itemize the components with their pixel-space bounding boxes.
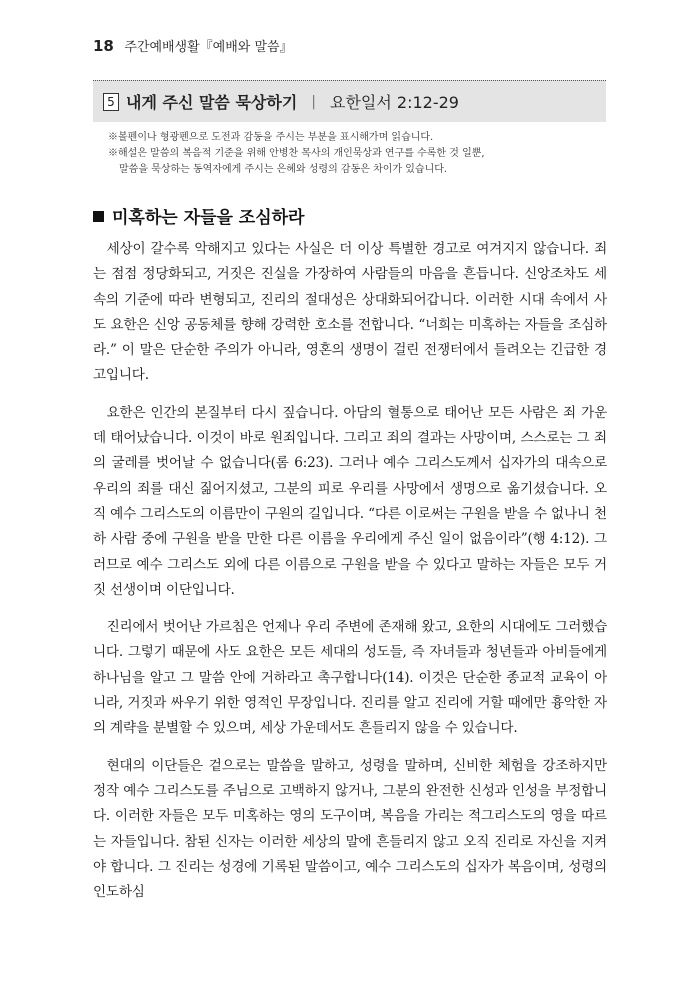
paragraph: 진리에서 벗어난 가르침은 언제나 우리 주변에 존재해 왔고, 요한의 시대에도 그러했습니다. 그렇기 때문에 사도 요한은 모든 세대의 성도들, 즉 자녀들과 청년들과 아비들에게 하나님을 알고 그 말씀 안에 거하라고 촉구합니다(14). 이것은 단순한 종교적 교육이 아니라, 거짓과 싸우기 위한 영적인 무장입니다. 진리를 알고 진리에 거할 때에만 흉악한 자의 계략을 분별할 수 있으며, 세상 가운데서도 흔들리지 않을 수 있습니다.: [93, 619, 607, 737]
paragraph: 현대의 이단들은 겉으로는 말씀을 말하고, 성령을 말하며, 신비한 체험을 강조하지만 정작 예수 그리스도를 주님으로 고백하지 않거나, 그분의 완전한 신성과 인성을 부정합니다. 이러한 자들은 모두 미혹하는 영의 도구이며, 복음을 가리는 적그리스도의 영을 따르는 자들입니다. 참된 신자는 이러한 세상의 말에 흔들리지 않고 오직 진리로 자신을 지켜야 합니다. 그 진리는 성경에 기록된 말씀이고, 예수 그리스도의 십자가 복음이며, 성령의 인도하심: [93, 757, 607, 901]
note-item: ※해설은 말씀의 복음적 기준을 위해 안병찬 목사의 개인묵상과 연구를 수록한 것 일뿐,: [108, 148, 485, 159]
body-text: [93, 237, 607, 917]
paragraph: 요한은 인간의 본질부터 다시 짚습니다. 아담의 혈통으로 태어난 모든 사람은 죄 가운데 태어났습니다. 이것이 바로 원죄입니다. 그리고 죄의 결과는 사망이며, 스스로는 그 죄의 굴레를 벗어날 수 없습니다(롬 6:23). 그러나 예수 그리스도께서 십자가의 대속으로 우리의 죄를 대신 짊어지셨고, 그분의 피로 우리를 사망에서 생명으로 옮기셨습니다. 오직 예수 그리스도의 이름만이 구원의 길입니다. “다른 이로써는 구원을 받을 수 없나니 천하 사람 중에 구원을 받을 만한 다른 이름을 우리에게 주신 일이 없음이라”(행 4:12). 그러므로 예수 그리스도 외에 다른 이름으로 구원을 받을 수 있다고 말하는 자들은 모두 거짓 선생이며 이단입니다.: [93, 404, 607, 598]
section-number: 5: [103, 93, 119, 111]
section-separator: |: [311, 93, 316, 110]
section-title-box: [93, 80, 606, 122]
subheading-text: 미혹하는 자들을 조심하라: [112, 208, 305, 228]
scripture-reference: 요한일서 2:12-29: [330, 93, 459, 112]
page-header: [93, 36, 293, 55]
book-title: 주간예배생활『예배와 말씀』: [124, 40, 293, 55]
subheading: [93, 203, 304, 228]
reading-notes: [108, 130, 608, 178]
note-item: ※볼펜이나 형광펜으로 도전과 감동을 주시는 부분을 표시해가며 읽습니다.: [108, 132, 434, 143]
square-bullet-icon: [93, 211, 104, 222]
page-number: 18: [93, 37, 114, 55]
section-title: 내게 주신 말씀 묵상하기: [126, 93, 298, 112]
paragraph: 세상이 갈수록 악해지고 있다는 사실은 더 이상 특별한 경고로 여겨지지 않습니다. 죄는 점점 정당화되고, 거짓은 진실을 가장하여 사람들의 마음을 흔듭니다. 신앙조차도 세속의 기준에 따라 변형되고, 진리의 절대성은 상대화되어갑니다. 이러한 시대 속에서 사도 요한은 신앙 공동체를 향해 강력한 호소를 전합니다. “너희는 미혹하는 자들을 조심하라.” 이 말은 단순한 주의가 아니라, 영혼의 생명이 걸린 전쟁터에서 들려오는 긴급한 경고입니다.: [93, 241, 607, 384]
note-item: 말씀을 묵상하는 동역자에게 주시는 은혜와 성령의 감동은 차이가 있습니다.: [119, 164, 448, 175]
